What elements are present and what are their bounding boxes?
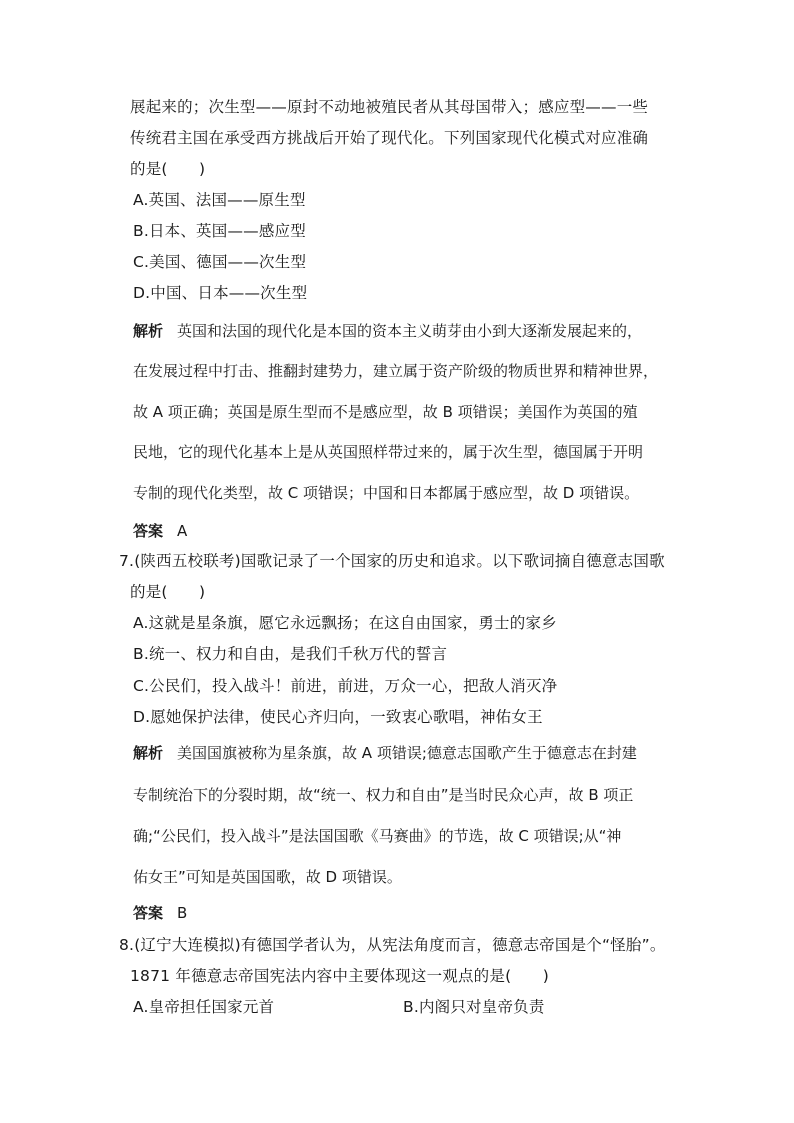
q6-option-c: C.美国、德国——次生型 (133, 253, 307, 271)
q8-option-a: A.皇帝担任国家元首 (133, 998, 275, 1016)
q8-stem-line-1: 8.(辽宁大连模拟)有德国学者认为，从宪法角度而言，德意志帝国是个“怪胎”。 (119, 936, 666, 954)
q7-analysis-line-3: 确;“公民们，投入战斗”是法国国歌《马赛曲》的节选，故 C 项错误;从“神 (133, 827, 622, 845)
q7-option-c: C.公民们，投入战斗！前进，前进，万众一心，把敌人消灭净 (133, 677, 558, 695)
q6-option-b: B.日本、英国——感应型 (133, 222, 306, 240)
q7-option-d: D.愿她保护法律，使民心齐归向，一致衷心歌唱，神佑女王 (133, 708, 543, 726)
q6-answer-label: 答案 (133, 522, 164, 540)
q6-analysis-line-1 (133, 321, 642, 341)
q8-options-row (133, 997, 733, 1017)
q7-option-a: A.这就是星条旗，愿它永远飘扬；在这自由国家，勇士的家乡 (133, 614, 557, 632)
q8-option-b: B.内阁只对皇帝负责 (403, 998, 545, 1016)
q7-analysis-label: 解析 (133, 744, 164, 762)
q6-option-a: A.英国、法国——原生型 (133, 191, 306, 209)
q7-stem-line-2: 的是( ) (130, 583, 206, 601)
q6-analysis-line-2: 在发展过程中打击、推翻封建势力，建立属于资产阶级的物质世界和精神世界， (133, 362, 659, 380)
q6-answer-value: A (177, 522, 188, 540)
q6-analysis-label: 解析 (133, 322, 164, 340)
q7-analysis-text-1: 美国国旗被称为星条旗，故 A 项错误;德意志国歌产生于德意志在封建 (177, 744, 637, 762)
q7-analysis-line-2: 专制统治下的分裂时期，故“统一、权力和自由”是当时民众心声，故 B 项正 (133, 786, 634, 804)
q6-answer-line (133, 521, 187, 541)
q6-analysis-line-4: 民地，它的现代化基本上是从英国照样带过来的，属于次生型，德国属于开明 (133, 443, 644, 461)
q6-analysis-line-3: 故 A 项正确；英国是原生型而不是感应型，故 B 项错误；美国作为英国的殖 (133, 403, 638, 421)
q6-option-d: D.中国、日本——次生型 (133, 284, 308, 302)
q8-stem-line-2: 1871 年德意志帝国宪法内容中主要体现这一观点的是( ) (130, 967, 549, 985)
q7-analysis-line-4: 佑女王”可知是英国国歌，故 D 项错误。 (133, 868, 402, 886)
q7-answer-label: 答案 (133, 904, 164, 922)
q7-answer-line (133, 903, 187, 923)
q7-option-b: B.统一、权力和自由，是我们千秋万代的誓言 (133, 645, 448, 663)
q6-stem-line-2: 传统君主国在承受西方挑战后开始了现代化。下列国家现代化模式对应准确 (130, 129, 649, 147)
q6-stem-line-1: 展起来的；次生型——原封不动地被殖民者从其母国带入；感应型——一些 (130, 98, 649, 116)
q6-analysis-text-1: 英国和法国的现代化是本国的资本主义萌芽由小到大逐渐发展起来的， (177, 322, 643, 340)
q7-stem-line-1: 7.(陕西五校联考)国歌记录了一个国家的历史和追求。以下歌词摘自德意志国歌 (119, 552, 665, 570)
q6-stem-line-3: 的是( ) (130, 160, 206, 178)
q7-analysis-line-1 (133, 743, 637, 763)
q7-answer-value: B (177, 904, 188, 922)
q6-analysis-line-5: 专制的现代化类型，故 C 项错误；中国和日本都属于感应型，故 D 项错误。 (133, 484, 640, 502)
